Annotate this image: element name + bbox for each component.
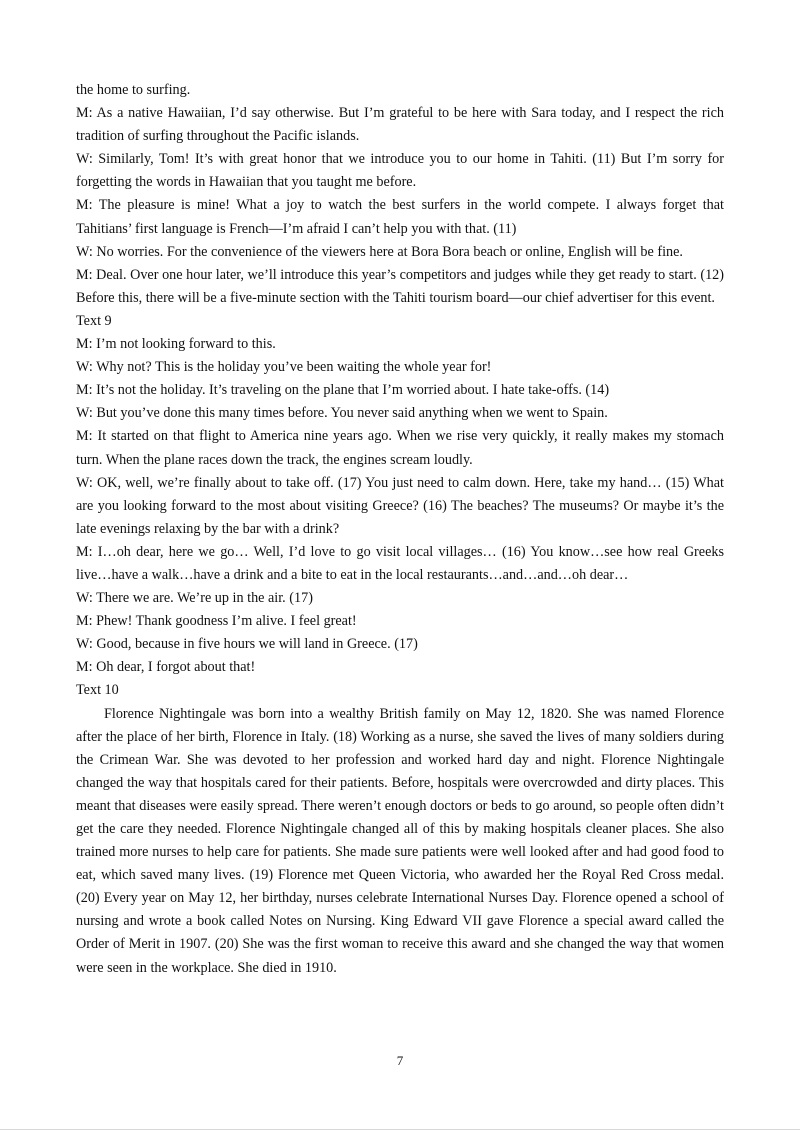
- dialogue-line: M: Phew! Thank goodness I’m alive. I feel great!: [76, 613, 357, 630]
- document-body: [76, 79, 724, 980]
- dialogue-line: M: As a native Hawaiian, I’d say otherwise. But I’m grateful to be here with Sara today, and I respect the rich tradition of surfing throughout the Pacific islands.: [76, 105, 724, 145]
- dialogue-line: W: Similarly, Tom! It’s with great honor that we introduce you to our home in Tahiti. (11) But I’m sorry for forgetting the words in Hawaiian that you taught me before.: [76, 151, 724, 191]
- dialogue-line: W: Good, because in five hours we will land in Greece. (17): [76, 636, 418, 653]
- dialogue-line: W: There we are. We’re up in the air. (17): [76, 590, 313, 607]
- dialogue-line: M: I’m not looking forward to this.: [76, 336, 276, 353]
- dialogue-line: W: OK, well, we’re finally about to take off. (17) You just need to calm down. Here, take my hand… (15) What are you looking forward to the most about visiting Greece? (16) The beaches? The museums? Or maybe it’s the late evenings relaxing by the bar with a drink?: [76, 474, 724, 537]
- dialogue-line: the home to surfing.: [76, 82, 191, 98]
- dialogue-line: M: It started on that flight to America nine years ago. When we rise very quickly, it really makes my stomach turn. When the plane races down the track, the engines scream loudly.: [76, 428, 724, 468]
- page-number: 7: [396, 1053, 404, 1068]
- dialogue-line: M: The pleasure is mine! What a joy to watch the best surfers in the world compete. I always forget that Tahitians’ first language is French—I’m afraid I can’t help you with that. (11): [76, 197, 724, 237]
- dialogue-line: M: It’s not the holiday. It’s traveling on the plane that I’m worried about. I hate take-offs. (14): [76, 382, 610, 399]
- section-heading-text-10: Text 10: [76, 682, 119, 699]
- dialogue-line: M: Oh dear, I forgot about that!: [76, 659, 256, 676]
- section-heading-text-9: Text 9: [76, 312, 112, 329]
- dialogue-line: M: Deal. Over one hour later, we’ll introduce this year’s competitors and judges while they get ready to start. (12) Before this, there will be a five-minute section with the Tahiti tourism board—our chief advertiser for this event.: [76, 266, 724, 306]
- passage-paragraph: Florence Nightingale was born into a wealthy British family on May 12, 1820. She was named Florence after the place of her birth, Florence in Italy. (18) Working as a nurse, she saved the lives of many soldiers during the Crimean War. She was devoted to her profession and worked hard day and night. Florence Nightingale changed the way that hospitals cared for their patients. Before, hospitals were overcrowded and dirty places. This meant that diseases were easily spread. There weren’t enough doctors or beds to go around, so people often didn’t get the care they needed. Florence Nightingale changed all of this by making hospitals cleaner places. She also trained more nurses to help care for patients. She made sure patients were well looked after and had good food to eat, which saved many lives. (19) Florence met Queen Victoria, who awarded her the Royal Red Cross medal. (20) Every year on May 12, her birthday, nurses celebrate International Nurses Day. Florence opened a school of nursing and wrote a book called Notes on Nursing. King Edward VII gave Florence a special award called the Order of Merit in 1907. (20) She was the first woman to receive this award and she changed the way that women were seen in the workplace. She died in 1910.: [76, 705, 724, 976]
- dialogue-line: W: Why not? This is the holiday you’ve been waiting the whole year for!: [76, 359, 492, 376]
- dialogue-line: M: I…oh dear, here we go… Well, I’d love to go visit local villages… (16) You know…see how real Greeks live…have a walk…have a drink and a bite to eat in the local restaurants…and…and…oh dear…: [76, 543, 724, 583]
- dialogue-line: W: No worries. For the convenience of the viewers here at Bora Bora beach or online, English will be fine.: [76, 243, 683, 260]
- dialogue-line: W: But you’ve done this many times before. You never said anything when we went to Spain.: [76, 405, 608, 422]
